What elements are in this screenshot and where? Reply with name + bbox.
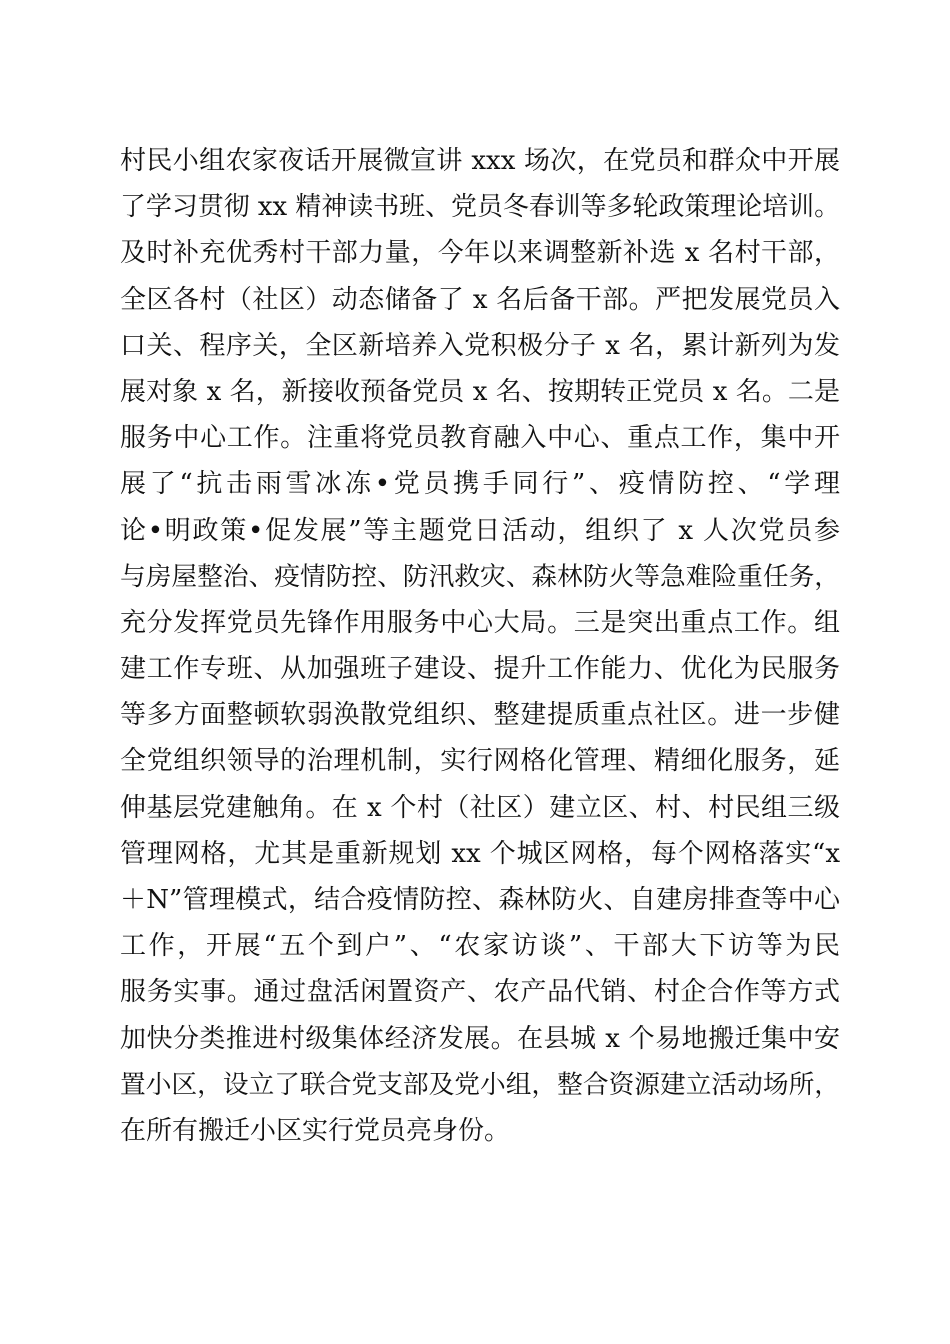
text-line: 了学习贯彻 xx 精神读书班、党员冬春训等多轮政策理论培训。 — [120, 192, 840, 223]
text-line: 论•明政策•促发展”等主题党日活动，组织了 x 人次党员参 — [120, 515, 840, 546]
text-line: 口关、程序关，全区新培养入党积极分子 x 名，累计新列为发 — [120, 330, 840, 361]
text-line: 伸基层党建触角。在 x 个村（社区）建立区、村、村民组三级 — [120, 792, 840, 823]
text-line: 村民小组农家夜话开展微宣讲 xxx 场次，在党员和群众中开展 — [120, 146, 840, 176]
text-line: 工作，开展“五个到户”、“农家访谈”、干部大下访等为民 — [120, 931, 840, 962]
text-line: 及时补充优秀村干部力量，今年以来调整新补选 x 名村干部， — [120, 238, 840, 269]
text-line: 全区各村（社区）动态储备了 x 名后备干部。严把发展党员入 — [120, 284, 840, 315]
text-line: 展了“抗击雨雪冰冻•党员携手同行”、疫情防控、“学理 — [120, 469, 840, 500]
text-line: 在所有搬迁小区实行党员亮身份。 — [120, 1115, 511, 1146]
text-line: 服务中心工作。注重将党员教育融入中心、重点工作，集中开 — [120, 423, 840, 454]
text-line: 与房屋整治、疫情防控、防汛救灾、森林防火等急难险重任务， — [120, 561, 840, 592]
text-line: ＋N”管理模式，结合疫情防控、森林防火、自建房排查等中心 — [120, 885, 840, 915]
text-line: 展对象 x 名，新接收预备党员 x 名、按期转正党员 x 名。二是 — [120, 376, 840, 407]
text-line: 等多方面整顿软弱涣散党组织、整建提质重点社区。进一步健 — [120, 700, 840, 731]
body-paragraph — [120, 138, 840, 1154]
text-line: 充分发挥党员先锋作用服务中心大局。三是突出重点工作。组 — [120, 607, 840, 638]
text-line: 全党组织领导的治理机制，实行网格化管理、精细化服务，延 — [120, 746, 840, 777]
text-line: 建工作专班、从加强班子建设、提升工作能力、优化为民服务 — [120, 654, 840, 685]
text-line: 管理网格，尤其是重新规划 xx 个城区网格，每个网格落实“x — [120, 838, 840, 869]
text-line: 服务实事。通过盘活闲置资产、农产品代销、村企合作等方式 — [120, 977, 840, 1008]
text-line: 加快分类推进村级集体经济发展。在县城 x 个易地搬迁集中安 — [120, 1023, 840, 1054]
text-line: 置小区，设立了联合党支部及党小组，整合资源建立活动场所， — [120, 1069, 840, 1100]
